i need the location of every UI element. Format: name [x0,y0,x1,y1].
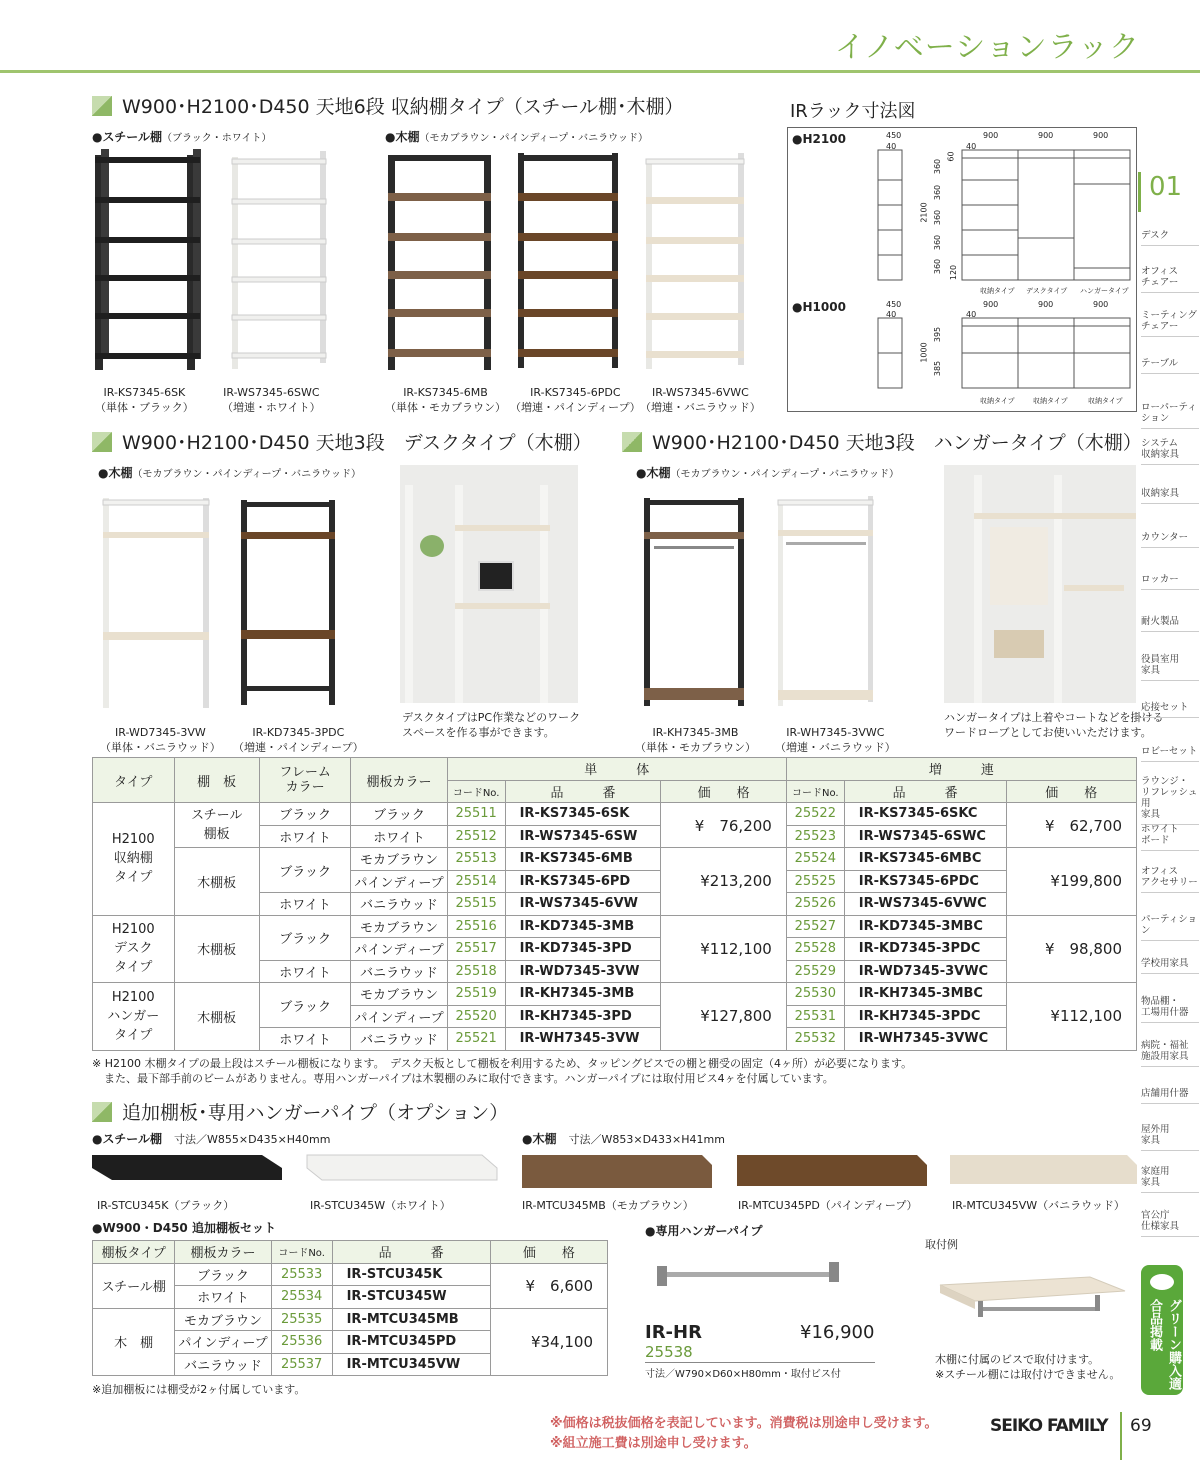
pipe-label: ●専用ハンガーパイプ [645,1224,763,1238]
shelf-cell: 木棚板 [174,983,259,1051]
six-tier-racks-illustration [90,145,780,375]
type-storage-label: 収納タイプ [980,287,1015,295]
col-add: 増 連 [786,758,1136,781]
code-cell: 25517 [447,938,505,961]
type-storage-label: 収納タイプ [1033,397,1068,405]
part-cell: IR-KS7345-6MBC [844,848,1006,871]
steel-board-label: ●スチール棚 寸法／W855×D435×H40mm [92,1132,331,1146]
rack-caption: IR-KS7345-6SK （単体・ブラック） [95,386,194,414]
code-cell: 25516 [447,915,505,938]
rack-pine-desk [241,500,335,705]
part-cell: IR-WS7345-6VW [505,893,661,916]
frame-cell: ブラック [259,848,350,893]
shelf-cell: スチール 棚板 [174,803,259,848]
code-cell: 25527 [786,915,844,938]
square-bullet-icon [92,96,112,116]
price-table [92,757,1137,1051]
code-cell: 25525 [786,870,844,893]
side-index-item[interactable]: 官公庁 仕様家具 [1141,1210,1199,1237]
dim-width-450: 450 [886,300,902,309]
wood-shelf-label: ●木棚（モカブラウン・パインディープ・バニラウッド） [98,466,361,480]
side-index-item[interactable]: デスク [1141,230,1199,246]
rack-caption: IR-WD7345-3VW （単体・バニラウッド） [100,726,221,754]
part-cell: IR-WD7345-3VWC [844,960,1006,983]
part-cell: IR-WS7345-6VWC [844,893,1006,916]
type-storage-label: 収納タイプ [1088,397,1123,405]
price-cell: ¥34,100 [490,1308,607,1376]
part-cell: IR-KD7345-3MB [505,915,661,938]
square-bullet-icon [92,432,112,452]
table-row [93,1263,608,1286]
rack-vanilla-desk [103,498,209,708]
col-code: コードNo. [447,780,505,803]
part-cell: IR-KH7345-3PDC [844,1005,1006,1028]
dim-width-900: 900 [1093,300,1109,309]
hanger-pipe-illustration [655,1258,845,1298]
color-cell: バニラウッド [351,1028,447,1051]
board-set-table [92,1240,608,1376]
example-label: 取付例 [925,1238,958,1251]
shelf-cell: 木棚板 [174,915,259,983]
price-cell: ¥ 6,600 [490,1263,607,1308]
rack-caption: IR-WH7345-3VWC （増連・バニラウッド） [775,726,896,754]
color-cell: ホワイト [175,1286,271,1309]
wood-shelf-label: ●木棚（モカブラウン・パインディープ・バニラウッド） [385,130,648,144]
code-cell: 25511 [447,803,505,826]
dim-pitch: 360 [933,184,943,201]
hanger-racks-illustration [640,490,895,710]
dim-width-900: 900 [1038,300,1054,309]
footer-divider [1120,1412,1122,1460]
part-cell: IR-KH7345-3PD [505,1005,661,1028]
rack-caption: IR-KD7345-3PDC （増連・パインディープ） [233,726,364,754]
col-type: 棚板タイプ [93,1241,175,1264]
green-purchase-badge: グリーン購入適合品掲載 [1141,1265,1183,1395]
desk-usage-photo [400,465,578,703]
header-rule [0,70,1200,73]
side-index-item[interactable]: 屋外用 家具 [1141,1124,1199,1151]
rack-pine-deep [518,153,618,368]
color-cell: パインディープ [351,870,447,893]
dim-pitch: 360 [933,234,943,251]
col-price: 価 格 [661,780,787,803]
part-cell: IR-KH7345-3MB [505,983,661,1006]
col-part: 品 番 [844,780,1006,803]
col-part: 品 番 [332,1241,490,1264]
price-cell: ¥112,100 [661,915,787,983]
clothes-icon [990,527,1048,605]
dim-width-900: 900 [983,300,999,309]
frame-cell: ホワイト [259,825,350,848]
part-cell: IR-KD7345-3PD [505,938,661,961]
part-cell: IR-KS7345-6MB [505,848,661,871]
col-single: 単 体 [447,758,786,781]
type-cell: 木 棚 [93,1308,175,1376]
wood-board-label: ●木棚 寸法／W853×D433×H41mm [522,1132,725,1146]
part-cell: IR-MTCU345MB [332,1308,490,1331]
code-cell: 25533 [271,1263,332,1286]
dimension-diagram [787,127,1137,412]
dim-width-900: 900 [983,131,999,140]
rack-mocha-brown [388,155,491,370]
part-cell: IR-KS7345-6SKC [844,803,1006,826]
dim-width-900: 900 [1038,131,1054,140]
dim-depth-40: 40 [886,142,897,151]
plant-icon [420,535,444,557]
part-cell: IR-KH7345-3MBC [844,983,1006,1006]
code-cell: 25514 [447,870,505,893]
steel-shelf-label: ●スチール棚（ブラック・ホワイト） [92,130,272,144]
example-note: 木棚に付属のビスで取付けます。 ※スチール棚には取付けできません。 [935,1353,1121,1381]
h2100-label: ●H2100 [792,132,846,146]
color-cell: ホワイト [351,825,447,848]
footer-note: ※価格は税抜価格を表記しています。消費税は別途申し受けます。 [550,1416,938,1431]
board-caption: IR-MTCU345PD（パインディープ） [738,1199,918,1212]
side-index-item[interactable]: 病院・福祉 施設用家具 [1141,1040,1199,1067]
brand-logo: SEIKO FAMILY [990,1416,1108,1436]
board-white [307,1155,497,1180]
frame-cell: ブラック [259,803,350,826]
table-note: ※ H2100 木棚タイプの最上段はスチール棚板になります。 デスク天板として棚板を利用するため、タッピングビスでの棚と棚受の固定（4ヶ所）が必要になります。 また、最下部手前のビームがありません。専用ハンガーパイプは木製棚のみに取付できます。ハンガーパイプには取付用ビス4ヶを付属しています。 [92,1057,913,1085]
side-index-item[interactable]: 収納家具 [1141,488,1199,504]
side-index [1138,0,1200,1469]
col-part: 品 番 [505,780,661,803]
section1-title: W900･H2100･D450 天地6段 収納棚タイプ（スチール棚･木棚） [92,92,684,119]
table-row [93,983,1137,1006]
desk-racks-illustration [95,490,365,715]
side-index-item[interactable]: ロッカー [1141,574,1199,590]
dim-top: 60 [946,151,956,162]
code-cell: 25531 [786,1005,844,1028]
board-vanilla [950,1155,1137,1184]
type-desk-label: デスクタイプ [1026,287,1068,295]
side-index-item[interactable]: 応接セット [1141,702,1199,718]
code-cell: 25512 [447,825,505,848]
board-caption: IR-STCU345W（ホワイト） [310,1199,451,1212]
code-cell: 25529 [786,960,844,983]
wood-shelf-label: ●木棚（モカブラウン・パインディープ・バニラウッド） [636,466,899,480]
rack-black-steel [95,149,201,370]
code-cell: 25518 [447,960,505,983]
price-cell: ¥199,800 [1006,848,1136,916]
dim-bottom: 120 [949,264,959,281]
price-cell: ¥213,200 [661,848,787,916]
hanger-pipe [654,546,734,549]
code-cell: 25523 [786,825,844,848]
price-cell: ¥ 98,800 [1006,915,1136,983]
code-cell: 25526 [786,893,844,916]
rack-caption: IR-WS7345-6SWC （増連・ホワイト） [222,386,321,414]
frame-cell: ホワイト [259,1028,350,1051]
code-cell: 25524 [786,848,844,871]
rack-caption: IR-WS7345-6VWC （増連・バニラウッド） [640,386,761,414]
chapter-number: 01 [1138,172,1200,212]
col-price: 価 格 [1006,780,1136,803]
dimension-title: IRラック寸法図 [790,101,916,122]
color-cell: モカブラウン [175,1308,271,1331]
dim-pitch: 360 [933,158,943,175]
dim-depth-40: 40 [886,310,897,319]
col-frame: フレーム カラー [259,758,350,803]
part-cell: IR-KS7345-6SK [505,803,661,826]
hanger-usage-photo [944,465,1136,703]
board-pine [737,1155,927,1186]
side-index-item[interactable]: ローパーティション [1141,402,1199,429]
globe-icon [1148,1272,1176,1292]
boards-illustration [92,1150,1142,1195]
dim-pitch: 385 [933,360,943,377]
color-cell: バニラウッド [175,1353,271,1376]
col-type: タイプ [93,758,175,803]
part-cell: IR-KD7345-3PDC [844,938,1006,961]
table-row [93,1308,608,1331]
side-index-item[interactable]: パーティション [1141,914,1199,941]
code-cell: 25520 [447,1005,505,1028]
code-cell: 25519 [447,983,505,1006]
pipe-code: IR-HR [645,1322,702,1343]
hanger-caption: ハンガータイプは上着やコートなどを掛ける ワードローブとしてお使いいただけます。 [944,711,1164,739]
side-index-item[interactable]: 家庭用 家具 [1141,1166,1199,1193]
dim-depth-40: 40 [966,142,977,151]
footer-note: ※組立施工費は別途申し受けます。 [550,1436,757,1451]
dim-width-900: 900 [1093,131,1109,140]
part-cell: IR-MTCU345VW [332,1353,490,1376]
part-cell: IR-KS7345-6PD [505,870,661,893]
dim-pitch: 360 [933,258,943,275]
price-cell: ¥ 76,200 [661,803,787,848]
side-index-item[interactable]: カウンター [1141,532,1199,548]
code-cell: 25532 [786,1028,844,1051]
price-cell: ¥112,100 [1006,983,1136,1051]
category-title: イノベーションラック [834,30,1140,65]
color-cell: ブラック [175,1263,271,1286]
pipe-divider [645,1362,875,1363]
code-cell: 25537 [271,1353,332,1376]
code-cell: 25536 [271,1331,332,1354]
side-index-item[interactable]: 役員室用 家具 [1141,654,1199,681]
side-index-item[interactable]: オフィス アクセサリー [1141,866,1199,893]
rack-white-steel [232,151,326,369]
side-index-item[interactable]: システム 収納家具 [1141,438,1199,465]
side-index-item[interactable]: ホワイト ボード [1141,824,1199,851]
hanger-pipe [786,542,866,545]
code-cell: 25513 [447,848,505,871]
color-cell: バニラウッド [351,893,447,916]
side-index-item[interactable]: ロビーセット [1141,746,1199,762]
type-cell: スチール棚 [93,1263,175,1308]
desk-caption: デスクタイプはPC作業などのワーク スペースを作る事ができます。 [402,711,581,739]
type-cell: H2100 ハンガー タイプ [93,983,175,1051]
rack-vanilla-wood [646,153,744,369]
col-price: 価 格 [490,1241,607,1264]
rack-caption: IR-KS7345-6PDC （増連・パインディープ） [510,386,641,414]
color-cell: パインディープ [351,1005,447,1028]
side-index-item[interactable]: 学校用家具 [1141,958,1199,974]
code-cell: 25515 [447,893,505,916]
part-cell: IR-WH7345-3VW [505,1028,661,1051]
dim-pitch: 395 [933,326,943,343]
section3-title: W900･H2100･D450 天地3段 ハンガータイプ（木棚） [622,428,1142,455]
col-code: コードNo. [271,1241,332,1264]
set-note: ※追加棚板には棚受が2ヶ付属しています。 [92,1383,306,1396]
rack-caption: IR-KS7345-6MB （単体・モカブラウン） [385,386,506,414]
frame-cell: ブラック [259,915,350,960]
side-index-item[interactable]: 耐火製品 [1141,616,1199,632]
page-number: 69 [1130,1416,1152,1436]
dim-height-2100: 2100 [919,202,929,223]
part-cell: IR-WS7345-6SWC [844,825,1006,848]
part-cell: IR-STCU345K [332,1263,490,1286]
col-shelf-color: 棚板カラー [351,758,447,803]
square-bullet-icon [92,1102,112,1122]
code-cell: 25535 [271,1308,332,1331]
code-cell: 25534 [271,1286,332,1309]
dim-pitch: 360 [933,209,943,226]
board-black [92,1155,282,1180]
board-caption: IR-MTCU345VW（バニラウッド） [952,1199,1125,1212]
square-bullet-icon [622,432,642,452]
pipe-size: 寸法／W790×D60×H80mm・取付ビス付 [645,1369,841,1380]
dim-width-450: 450 [886,131,902,140]
table-row [93,803,1137,826]
h1000-label: ●H1000 [792,300,846,314]
pipe-code-no: 25538 [645,1343,693,1361]
type-storage-label: 収納タイプ [980,397,1015,405]
price-cell: ¥127,800 [661,983,787,1051]
side-index-item[interactable]: ミーティング チェアー [1141,310,1199,337]
color-cell: モカブラウン [351,915,447,938]
dimension-drawing [788,128,1138,413]
monitor-icon [478,561,514,591]
part-cell: IR-WD7345-3VW [505,960,661,983]
color-cell: モカブラウン [351,983,447,1006]
shelf-cell: 木棚板 [174,848,259,916]
rack-caption: IR-KH7345-3MB （単体・モカブラウン） [635,726,756,754]
rack-mocha-hanger [644,498,744,706]
code-cell: 25530 [786,983,844,1006]
frame-cell: ホワイト [259,960,350,983]
color-cell: バニラウッド [351,960,447,983]
color-cell: モカブラウン [351,848,447,871]
col-color: 棚板カラー [175,1241,271,1264]
code-cell: 25521 [447,1028,505,1051]
part-cell: IR-WH7345-3VWC [844,1028,1006,1051]
price-cell: ¥ 62,700 [1006,803,1136,848]
set-title: ●W900・D450 追加棚板セット [92,1221,276,1235]
side-index-item[interactable]: 店舗用什器 [1141,1088,1199,1104]
mount-example-illustration [930,1275,1130,1330]
section2-title: W900･H2100･D450 天地3段 デスクタイプ（木棚） [92,428,592,455]
type-cell: H2100 収納棚 タイプ [93,803,175,916]
dim-depth-40: 40 [966,310,977,319]
table-row [93,915,1137,938]
side-index-item[interactable]: ラウンジ・ リフレッシュ用 家具 [1141,776,1199,825]
code-cell: 25522 [786,803,844,826]
side-index-item[interactable]: 物品棚・ 工場用什器 [1141,996,1199,1023]
options-title: 追加棚板･専用ハンガーパイプ（オプション） [92,1098,508,1125]
frame-cell: ホワイト [259,893,350,916]
color-cell: パインディープ [351,938,447,961]
code-cell: 25528 [786,938,844,961]
color-cell: パインディープ [175,1331,271,1354]
dim-height-1000: 1000 [919,342,929,363]
pipe-price: ¥16,900 [800,1322,875,1343]
side-index-item[interactable]: テーブル [1141,358,1199,374]
part-cell: IR-KS7345-6PDC [844,870,1006,893]
type-cell: H2100 デスク タイプ [93,915,175,983]
part-cell: IR-WS7345-6SW [505,825,661,848]
part-cell: IR-MTCU345PD [332,1331,490,1354]
part-cell: IR-STCU345W [332,1286,490,1309]
col-code: コードNo. [786,780,844,803]
rack-vanilla-hanger [778,496,873,706]
side-index-item[interactable]: オフィス チェアー [1141,266,1199,293]
box-icon [994,630,1044,658]
board-caption: IR-STCU345K（ブラック） [97,1199,235,1212]
frame-cell: ブラック [259,983,350,1028]
board-mocha [522,1155,712,1188]
board-caption: IR-MTCU345MB（モカブラウン） [522,1199,694,1212]
table-row [93,848,1137,871]
color-cell: ブラック [351,803,447,826]
col-shelf: 棚 板 [174,758,259,803]
part-cell: IR-KD7345-3MBC [844,915,1006,938]
type-hanger-label: ハンガータイプ [1080,287,1129,295]
